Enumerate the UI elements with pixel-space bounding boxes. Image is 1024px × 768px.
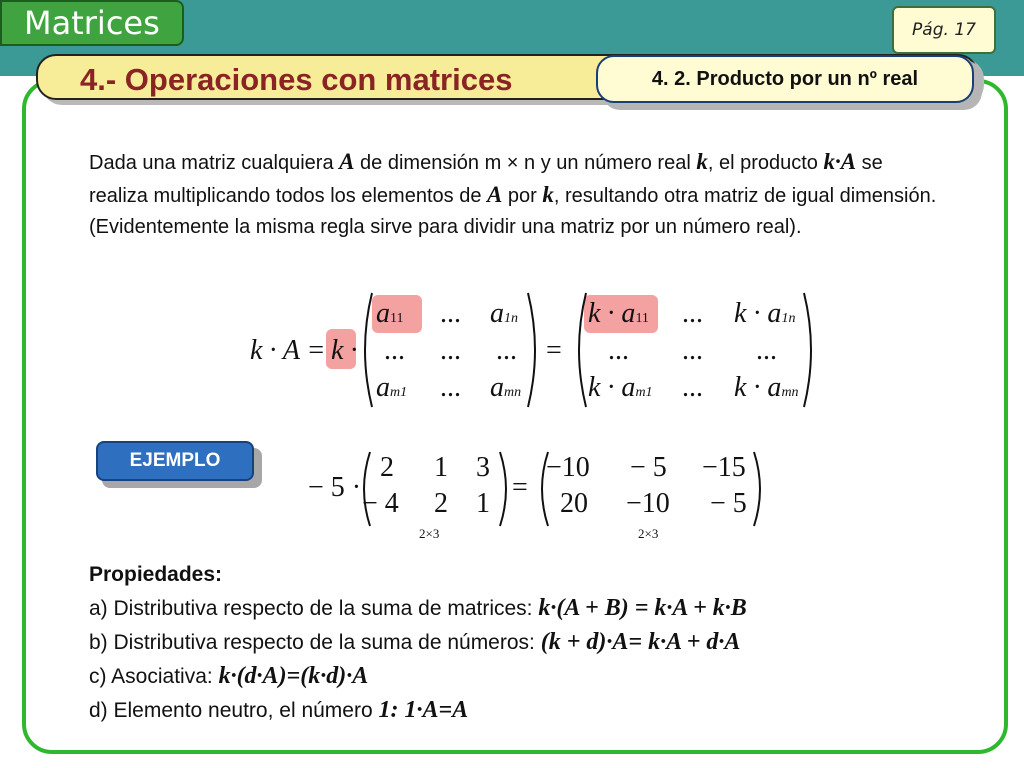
properties-title: Propiedades: [89,563,223,586]
formula-equals: = [546,335,562,366]
cell-a11: a11 [376,298,404,329]
example-result-right-bracket [750,450,768,528]
example-result-cell: −10 [546,452,590,483]
example-cell: 3 [476,452,490,483]
cell-dots: ... [384,335,405,366]
example-result-dimension: 2×3 [638,526,659,541]
example-cell: 2 [434,488,448,519]
right-matrix-right-bracket [800,291,820,409]
example-scalar: − 5 · [308,472,362,503]
cell-dots: ... [496,335,517,366]
right-matrix-left-bracket [570,291,590,409]
example-cell: 2 [380,452,394,483]
example-result-cell: − 5 [710,488,747,519]
cell-dots: ... [608,335,629,366]
intro-paragraph: Dada una matriz cualquiera A de dimensión m × n y un número real k, el producto k·A se realiza multiplicando todos los elementos de A por k, resultando otra matriz de igual dimensión. (Evidentemente la misma regla sirve para dividir una matriz por un número real). [89,149,937,238]
cell-dots: ... [440,372,461,403]
property-item: a) Distributiva respecto de la suma de matrices: k·(A + B) = k·A + k·B [89,595,747,621]
property-item: b) Distributiva respecto de la suma de números: (k + d)·A= k·A + d·A [89,629,741,655]
left-matrix-brackets [356,291,376,409]
property-item: d) Elemento neutro, el número 1: 1·A=A [89,697,469,723]
example-cell: 1 [434,452,448,483]
app-title: Matrices [0,0,184,46]
cell-k-a11: k · a11 [588,298,649,329]
cell-k-a1n: k · a1n [734,298,796,329]
example-result-cell: − 5 [630,452,667,483]
left-matrix-right-bracket [524,291,544,409]
cell-dots: ... [440,298,461,329]
cell-dots: ... [756,335,777,366]
cell-amn: amn [490,372,522,403]
cell-dots: ... [682,372,703,403]
subsection-title: 4. 2. Producto por un nº real [596,55,974,103]
example-badge: EJEMPLO [96,441,254,481]
example-result-cell: −15 [702,452,746,483]
section-title: 4.- Operaciones con matrices [80,62,513,97]
cell-dots: ... [682,335,703,366]
cell-k-am1: k · am1 [588,372,653,403]
property-item: c) Asociativa: k·(d·A)=(k·d)·A [89,663,369,689]
cell-k-amn: k · amn [734,372,799,403]
cell-am1: am1 [376,372,408,403]
page-number: Pág. 17 [892,6,996,54]
example-cell: 1 [476,488,490,519]
example-cell: − 4 [362,488,399,519]
formula-factor: k · [331,335,358,366]
example-equals: = [512,472,528,503]
cell-dots: ... [440,335,461,366]
example-result-cell: −10 [626,488,670,519]
cell-a1n: a1n [490,298,518,329]
example-dimension: 2×3 [419,526,440,541]
cell-dots: ... [682,298,703,329]
formula-lhs: k · A = [250,335,326,366]
example-result-cell: 20 [560,488,588,519]
